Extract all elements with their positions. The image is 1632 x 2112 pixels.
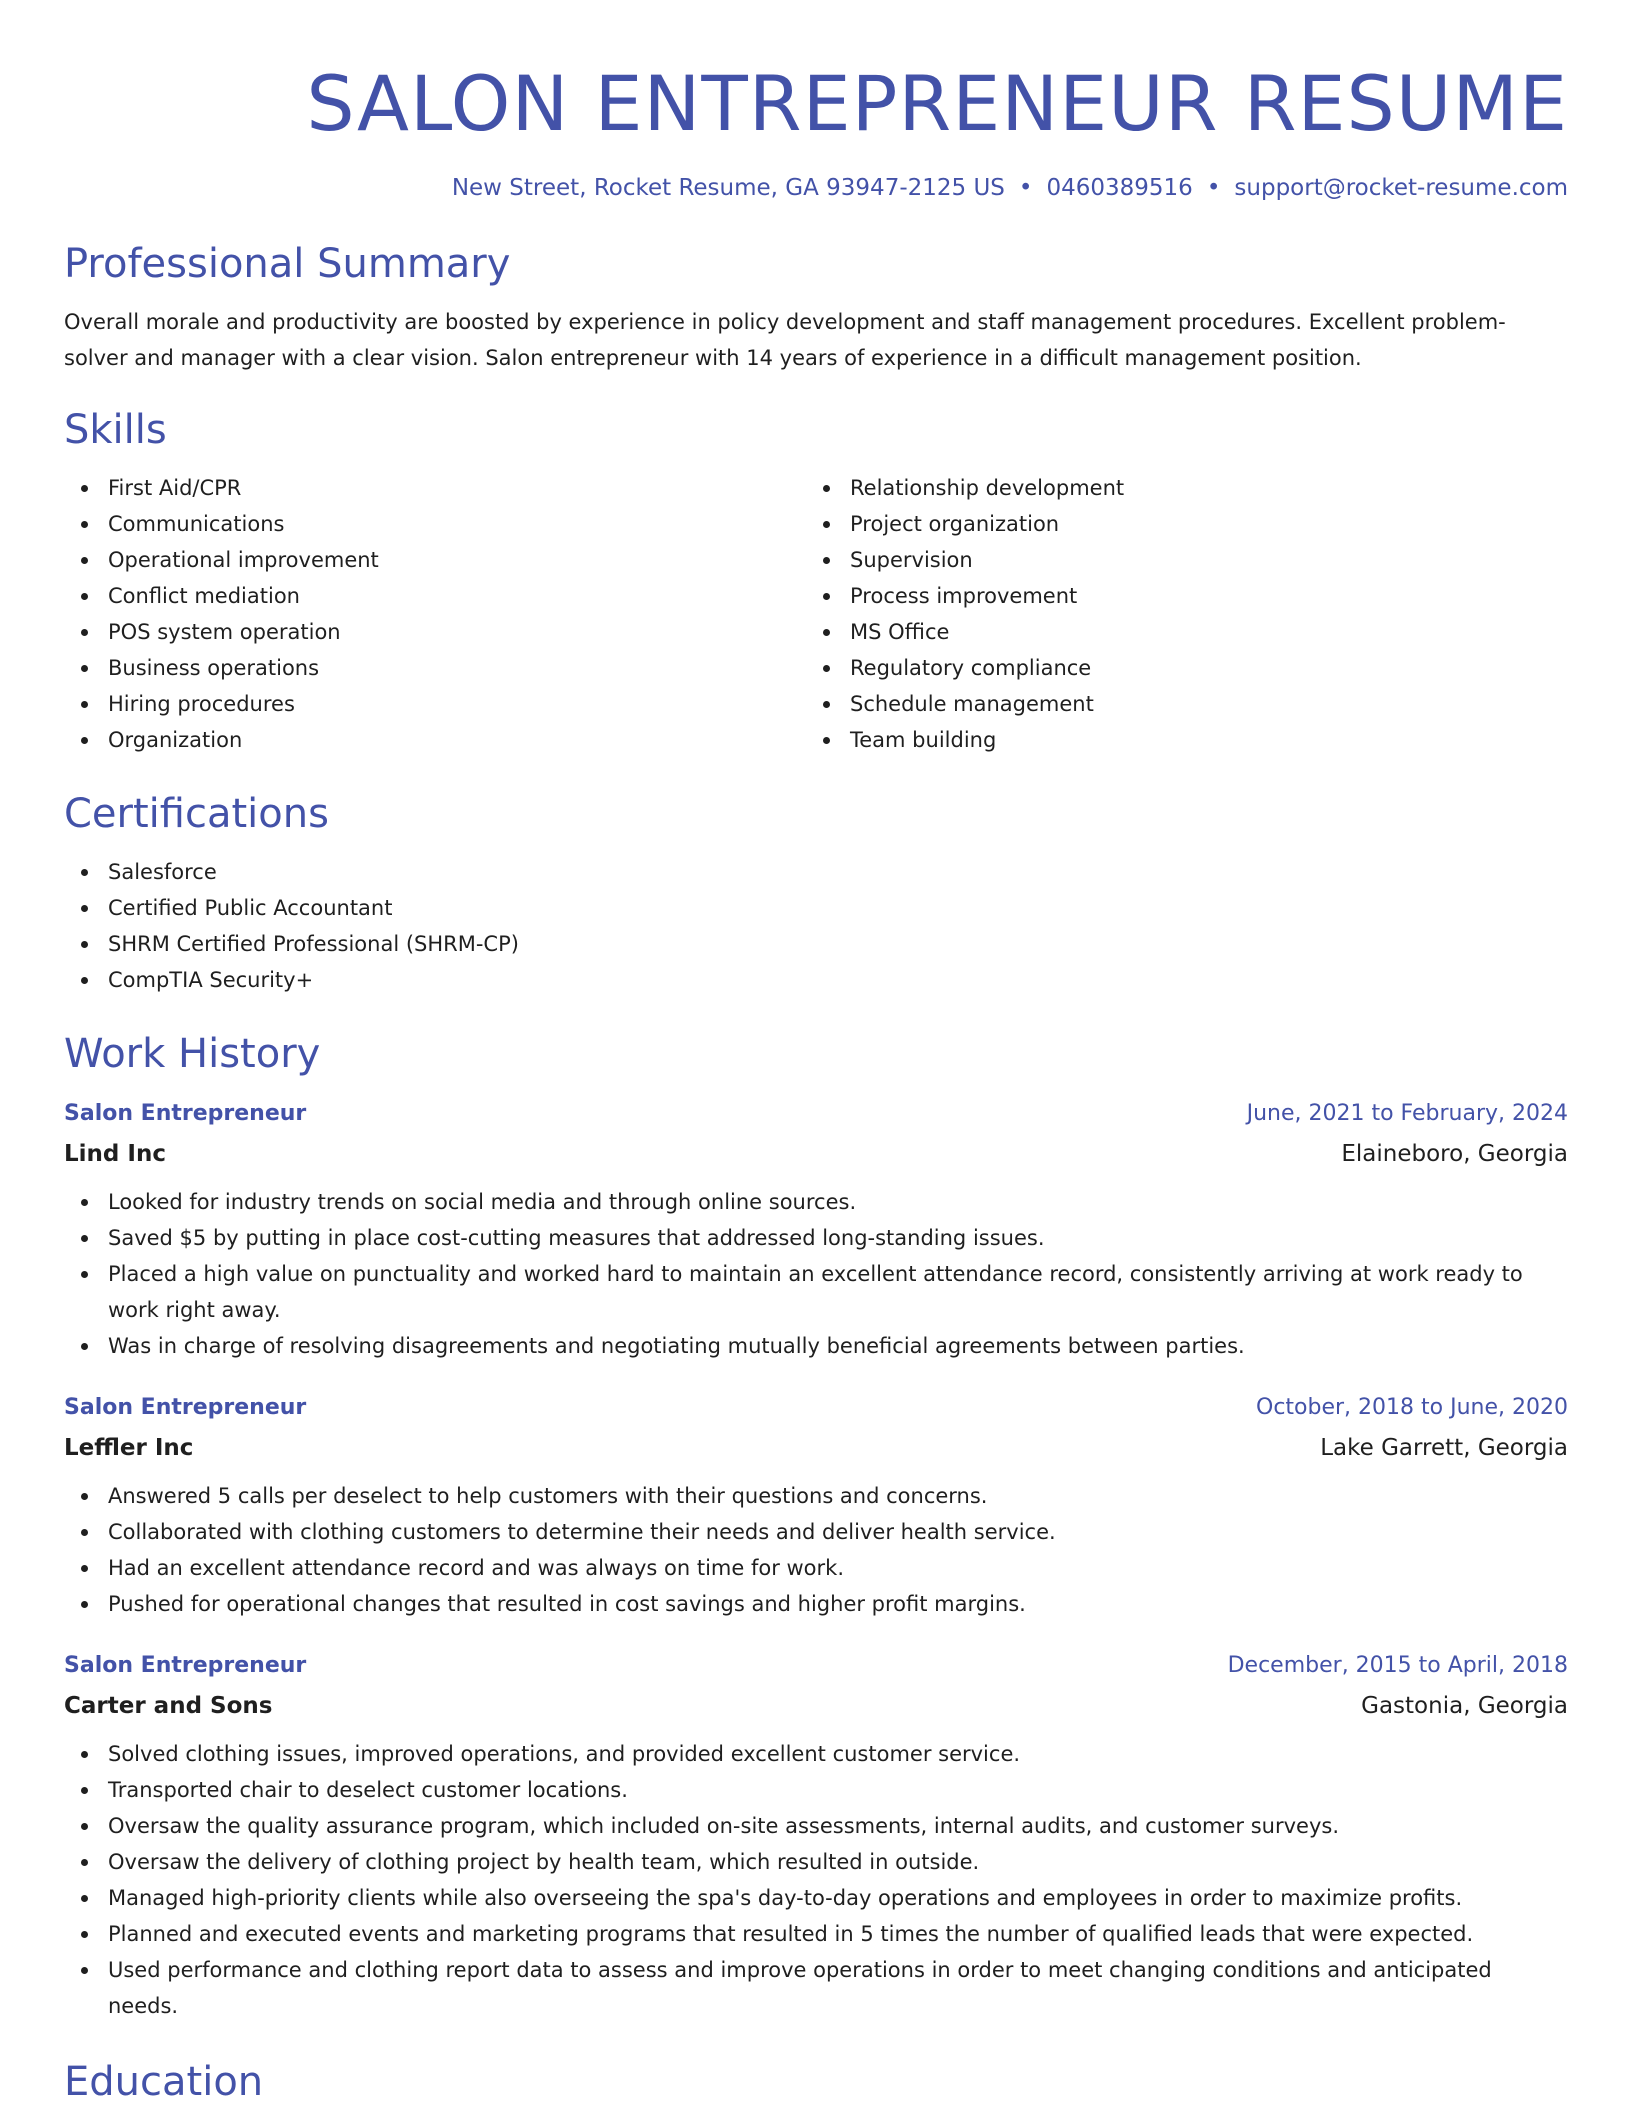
contact-phone: 0460389516 xyxy=(1046,175,1193,201)
job-bullet: Placed a high value on punctuality and worked hard to maintain an excellent attendance record, consistently arriving at work ready to work right away. xyxy=(64,1256,1568,1328)
job-company: Lind Inc xyxy=(64,1141,166,1167)
skill-item: Schedule management xyxy=(806,686,1548,722)
job-company: Leffler Inc xyxy=(64,1435,194,1461)
job-bullet: Transported chair to deselect customer locations. xyxy=(64,1772,1568,1808)
skills-list-right xyxy=(806,470,1548,758)
skills-list-left xyxy=(64,470,806,758)
job-company-row xyxy=(64,1430,1568,1466)
summary-section xyxy=(64,238,1568,376)
job-title-row xyxy=(64,1648,1568,1684)
job-location: Elaineboro, Georgia xyxy=(1341,1141,1568,1167)
summary-text: Overall morale and productivity are boosted by experience in policy development and staff management procedures. Excellent problem-solver and manager with a clear vision. Salon entrepreneur with 14 years of experience in a difficult management position. xyxy=(64,310,1506,370)
job-dates: December, 2015 to April, 2018 xyxy=(1227,1653,1568,1678)
skill-item: Business operations xyxy=(64,650,806,686)
education-section xyxy=(64,2056,1568,2108)
job-entry xyxy=(64,1096,1568,1364)
job-bullet: Managed high-priority clients while also overseeing the spa's day-to-day operations and employees in order to maximize profits. xyxy=(64,1880,1568,1916)
job-entry xyxy=(64,1390,1568,1622)
job-title: Salon Entrepreneur xyxy=(64,1395,307,1420)
job-bullets xyxy=(64,1184,1568,1364)
skill-item: Team building xyxy=(806,722,1548,758)
job-bullets xyxy=(64,1478,1568,1622)
education-heading: Education xyxy=(64,2059,264,2105)
certifications-heading: Certifications xyxy=(64,791,329,837)
job-dates: June, 2021 to February, 2024 xyxy=(1246,1101,1568,1126)
resume-header xyxy=(64,0,1568,204)
job-bullet: Oversaw the quality assurance program, which included on-site assessments, internal audits, and customer surveys. xyxy=(64,1808,1568,1844)
summary-heading: Professional Summary xyxy=(64,241,511,287)
work-history-section xyxy=(64,1028,1568,2024)
skill-item: Supervision xyxy=(806,542,1548,578)
skills-section xyxy=(64,404,1568,758)
skill-item: Organization xyxy=(64,722,806,758)
contact-separator: • xyxy=(1018,175,1033,201)
skills-grid xyxy=(64,470,1568,758)
contact-line xyxy=(64,172,1568,204)
job-bullet: Collaborated with clothing customers to determine their needs and deliver health service. xyxy=(64,1514,1568,1550)
skill-item: Hiring procedures xyxy=(64,686,806,722)
certifications-list xyxy=(64,854,1568,998)
job-bullets xyxy=(64,1736,1568,2024)
contact-address: New Street, Rocket Resume, GA 93947-2125 US xyxy=(451,175,1005,201)
skill-item: Communications xyxy=(64,506,806,542)
job-bullet: Used performance and clothing report data to assess and improve operations in order to meet changing conditions and anticipated needs. xyxy=(64,1952,1568,2024)
work-history-heading: Work History xyxy=(64,1031,321,1077)
job-company-row xyxy=(64,1688,1568,1724)
job-title: Salon Entrepreneur xyxy=(64,1653,307,1678)
job-company: Carter and Sons xyxy=(64,1693,273,1719)
job-bullet: Answered 5 calls per deselect to help customers with their questions and concerns. xyxy=(64,1478,1568,1514)
certifications-section xyxy=(64,788,1568,998)
skill-item: First Aid/CPR xyxy=(64,470,806,506)
resume-title: SALON ENTREPRENEUR RESUME xyxy=(306,59,1568,148)
job-title: Salon Entrepreneur xyxy=(64,1101,307,1126)
contact-separator: • xyxy=(1206,175,1221,201)
job-bullet: Solved clothing issues, improved operations, and provided excellent customer service. xyxy=(64,1736,1568,1772)
job-location: Gastonia, Georgia xyxy=(1361,1693,1568,1719)
skill-item: Process improvement xyxy=(806,578,1548,614)
job-bullet: Had an excellent attendance record and was always on time for work. xyxy=(64,1550,1568,1586)
certification-item: CompTIA Security+ xyxy=(64,962,1568,998)
job-dates: October, 2018 to June, 2020 xyxy=(1256,1395,1568,1420)
skills-heading: Skills xyxy=(64,407,167,453)
certification-item: SHRM Certified Professional (SHRM-CP) xyxy=(64,926,1568,962)
skill-item: Project organization xyxy=(806,506,1548,542)
job-bullet: Was in charge of resolving disagreements and negotiating mutually beneficial agreements between parties. xyxy=(64,1328,1568,1364)
skill-item: POS system operation xyxy=(64,614,806,650)
contact-email[interactable]: support@rocket-resume.com xyxy=(1234,175,1568,201)
skill-item: Regulatory compliance xyxy=(806,650,1548,686)
skill-item: Relationship development xyxy=(806,470,1548,506)
job-title-row xyxy=(64,1096,1568,1132)
certification-item: Salesforce xyxy=(64,854,1568,890)
skill-item: MS Office xyxy=(806,614,1548,650)
job-bullet: Saved $5 by putting in place cost-cutting measures that addressed long-standing issues. xyxy=(64,1220,1568,1256)
job-bullet: Pushed for operational changes that resulted in cost savings and higher profit margins. xyxy=(64,1586,1568,1622)
job-entry xyxy=(64,1648,1568,2024)
job-title-row xyxy=(64,1390,1568,1426)
certification-item: Certified Public Accountant xyxy=(64,890,1568,926)
job-bullet: Looked for industry trends on social media and through online sources. xyxy=(64,1184,1568,1220)
job-bullet: Oversaw the delivery of clothing project by health team, which resulted in outside. xyxy=(64,1844,1568,1880)
skill-item: Operational improvement xyxy=(64,542,806,578)
job-location: Lake Garrett, Georgia xyxy=(1320,1435,1568,1461)
skill-item: Conflict mediation xyxy=(64,578,806,614)
job-bullet: Planned and executed events and marketing programs that resulted in 5 times the number of qualified leads that were expected. xyxy=(64,1916,1568,1952)
job-company-row xyxy=(64,1136,1568,1172)
